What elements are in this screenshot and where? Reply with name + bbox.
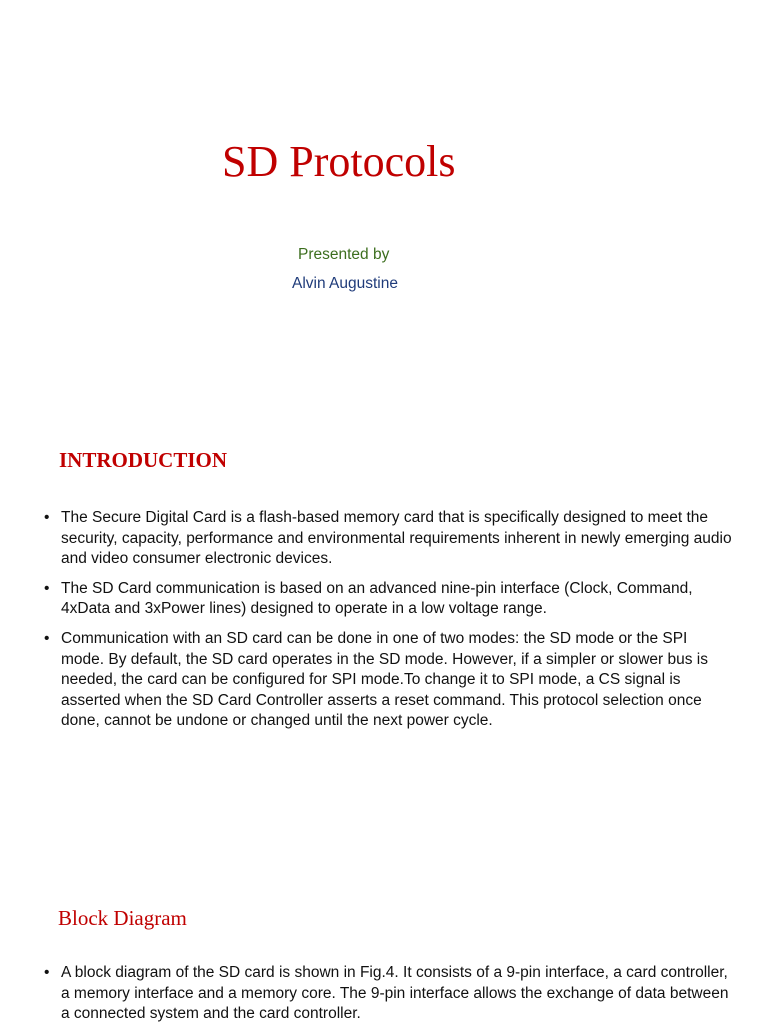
block-diagram-bullet-list (44, 963, 734, 1034)
title-text: SD Protocols (222, 137, 456, 186)
introduction-bullet-list (44, 508, 734, 741)
block-diagram-heading: Block Diagram (58, 906, 187, 930)
block-diagram-bullet: • A block diagram of the SD card is shown in Fig.4. It consists of a 9-pin interface, a card controller, a memory interface and a memory core. The 9-pin interface allows the exchange of data between a connected system and the card controller. (44, 963, 734, 1025)
introduction-bullet: • The SD Card communication is based on an advanced nine-pin interface (Clock, Command, 4xData and 3xPower lines) designed to operate in a low voltage range. (44, 579, 734, 620)
presented-by-label: Presented by (298, 246, 390, 263)
introduction-heading: INTRODUCTION (59, 448, 228, 472)
introduction-bullet: • Communication with an SD card can be done in one of two modes: the SD mode or the SPI mode. By default, the SD card operates in the SD mode. However, if a simpler or slower bus is needed, the card can be configured for SPI mode.To change it to SPI mode, a CS signal is asserted when the SD Card Controller asserts a reset command. This protocol selection once done, cannot be undone or changed until the next power cycle. (44, 629, 734, 732)
introduction-bullet: • The Secure Digital Card is a flash-based memory card that is specifically designed to meet the security, capacity, performance and environmental requirements inherent in newly emerging audio and video consumer electronic devices. (44, 508, 734, 570)
author-name: Alvin Augustine (292, 275, 398, 292)
